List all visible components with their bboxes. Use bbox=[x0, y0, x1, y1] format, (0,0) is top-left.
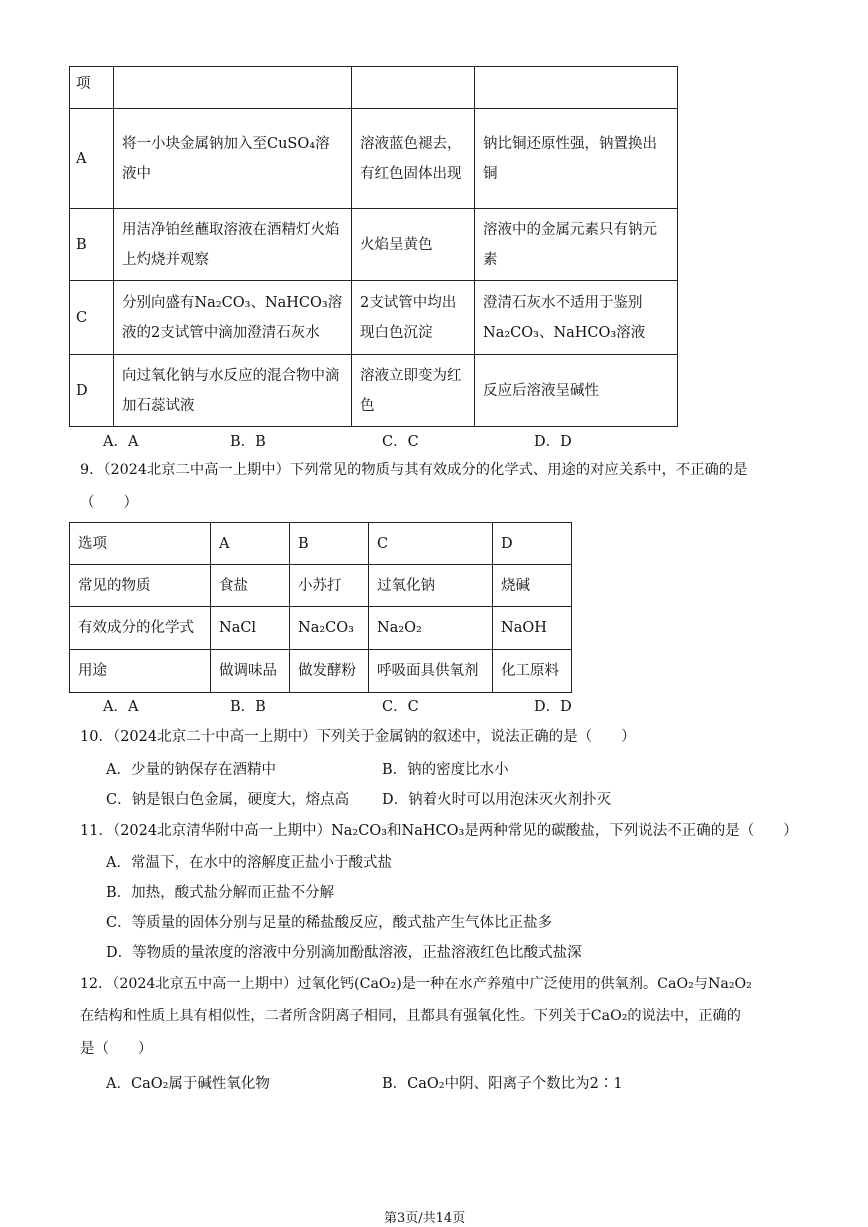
q8-answer-c[interactable]: C．C bbox=[382, 434, 419, 450]
table-cell: 过氧化钠 bbox=[369, 565, 493, 607]
q12-option-b[interactable]: B．CaO₂中阴、阳离子个数比为2∶1 bbox=[382, 1076, 623, 1092]
table-cell: Na₂O₂ bbox=[369, 607, 493, 650]
conclusion-cell: 溶液中的金属元素只有钠元素 bbox=[475, 209, 678, 281]
table-row bbox=[70, 565, 572, 607]
q11-option-d[interactable]: D．等物质的量浓度的溶液中分别滴加酚酞溶液，正盐溶液红色比酸式盐深 bbox=[106, 945, 582, 961]
table-cell: 小苏打 bbox=[290, 565, 369, 607]
q8-answer-d[interactable]: D．D bbox=[534, 434, 572, 450]
table-cell: 有效成分的化学式 bbox=[70, 607, 211, 650]
option-cell: A bbox=[70, 109, 114, 209]
q11-stem: 11．（2024北京清华附中高一上期中）Na₂CO₃和NaHCO₃是两种常见的碳酸盐，下列说法不正确的是（ ） bbox=[80, 823, 798, 839]
q9-answer-b[interactable]: B．B bbox=[230, 699, 266, 715]
conclusion-cell: 反应后溶液呈碱性 bbox=[475, 355, 678, 427]
q10-option-d[interactable]: D．钠着火时可以用泡沫灭火剂扑灭 bbox=[382, 792, 612, 808]
q12-stem-line1: 12．（2024北京五中高一上期中）过氧化钙(CaO₂)是一种在水产养殖中广泛使用的供氧剂。CaO₂与Na₂O₂ bbox=[80, 976, 752, 992]
conclusion-cell: 澄清石灰水不适用于鉴别Na₂CO₃、NaHCO₃溶液 bbox=[475, 281, 678, 355]
header-cell: 项 bbox=[70, 67, 114, 109]
table-row bbox=[70, 281, 678, 355]
table-row bbox=[70, 109, 678, 209]
q9-stem: 9．（2024北京二中高一上期中）下列常见的物质与其有效成分的化学式、用途的对应关系中，不正确的是 bbox=[80, 462, 748, 478]
q10-option-c[interactable]: C．钠是银白色金属，硬度大，熔点高 bbox=[106, 792, 350, 808]
q9-answer-a[interactable]: A．A bbox=[103, 699, 139, 715]
phenomenon-cell: 2支试管中均出现白色沉淀 bbox=[352, 281, 475, 355]
q9-answer-c[interactable]: C．C bbox=[382, 699, 419, 715]
q11-option-b[interactable]: B．加热，酸式盐分解而正盐不分解 bbox=[106, 885, 335, 901]
phenomenon-cell: 溶液立即变为红色 bbox=[352, 355, 475, 427]
table-cell: 用途 bbox=[70, 650, 211, 693]
q8-answer-a[interactable]: A．A bbox=[103, 434, 139, 450]
table-cell: 烧碱 bbox=[493, 565, 572, 607]
table-cell: B bbox=[290, 523, 369, 565]
table-row bbox=[70, 209, 678, 281]
table-cell: 食盐 bbox=[211, 565, 290, 607]
operation-cell: 将一小块金属钠加入至CuSO₄溶液中 bbox=[114, 109, 352, 209]
q9-table bbox=[69, 522, 572, 693]
table-cell: 呼吸面具供氧剂 bbox=[369, 650, 493, 693]
table-cell: Na₂CO₃ bbox=[290, 607, 369, 650]
q8-table bbox=[69, 66, 678, 427]
q9-stem-bracket: （ ） bbox=[80, 495, 138, 511]
phenomenon-cell: 火焰呈黄色 bbox=[352, 209, 475, 281]
table-cell: C bbox=[369, 523, 493, 565]
table-cell: D bbox=[493, 523, 572, 565]
q10-option-b[interactable]: B．钠的密度比水小 bbox=[382, 762, 509, 778]
table-row bbox=[70, 523, 572, 565]
table-cell: NaCl bbox=[211, 607, 290, 650]
phenomenon-cell: 溶液蓝色褪去，有红色固体出现 bbox=[352, 109, 475, 209]
q10-option-a[interactable]: A．少量的钠保存在酒精中 bbox=[106, 762, 276, 778]
q12-stem-line2: 在结构和性质上具有相似性，二者所含阴离子相同，且都具有强氧化性。下列关于CaO₂的说法中，正确的 bbox=[80, 1008, 741, 1024]
table-row bbox=[70, 607, 572, 650]
table-header-row bbox=[70, 67, 678, 109]
q9-answer-d[interactable]: D．D bbox=[534, 699, 572, 715]
table-row bbox=[70, 355, 678, 427]
option-cell: B bbox=[70, 209, 114, 281]
q11-option-c[interactable]: C．等质量的固体分别与足量的稀盐酸反应，酸式盐产生气体比正盐多 bbox=[106, 915, 553, 931]
table-cell: A bbox=[211, 523, 290, 565]
operation-cell: 用洁净铂丝蘸取溶液在酒精灯火焰上灼烧并观察 bbox=[114, 209, 352, 281]
header-cell bbox=[352, 67, 475, 109]
header-cell bbox=[114, 67, 352, 109]
q8-answer-b[interactable]: B．B bbox=[230, 434, 266, 450]
operation-cell: 向过氧化钠与水反应的混合物中滴加石蕊试液 bbox=[114, 355, 352, 427]
page-number: 第3页/共14页 bbox=[384, 1211, 466, 1226]
q12-stem-line3: 是（ ） bbox=[80, 1041, 153, 1057]
q10-stem: 10．（2024北京二十中高一上期中）下列关于金属钠的叙述中，说法正确的是（ ） bbox=[80, 729, 636, 745]
table-cell: NaOH bbox=[493, 607, 572, 650]
table-cell: 做发酵粉 bbox=[290, 650, 369, 693]
table-cell: 做调味品 bbox=[211, 650, 290, 693]
option-cell: C bbox=[70, 281, 114, 355]
table-cell: 常见的物质 bbox=[70, 565, 211, 607]
q12-option-a[interactable]: A．CaO₂属于碱性氧化物 bbox=[106, 1076, 270, 1092]
header-cell bbox=[475, 67, 678, 109]
table-row bbox=[70, 650, 572, 693]
operation-cell: 分别向盛有Na₂CO₃、NaHCO₃溶液的2支试管中滴加澄清石灰水 bbox=[114, 281, 352, 355]
table-cell: 化工原料 bbox=[493, 650, 572, 693]
conclusion-cell: 钠比铜还原性强，钠置换出铜 bbox=[475, 109, 678, 209]
table-cell: 选项 bbox=[70, 523, 211, 565]
option-cell: D bbox=[70, 355, 114, 427]
q11-option-a[interactable]: A．常温下，在水中的溶解度正盐小于酸式盐 bbox=[106, 855, 392, 871]
